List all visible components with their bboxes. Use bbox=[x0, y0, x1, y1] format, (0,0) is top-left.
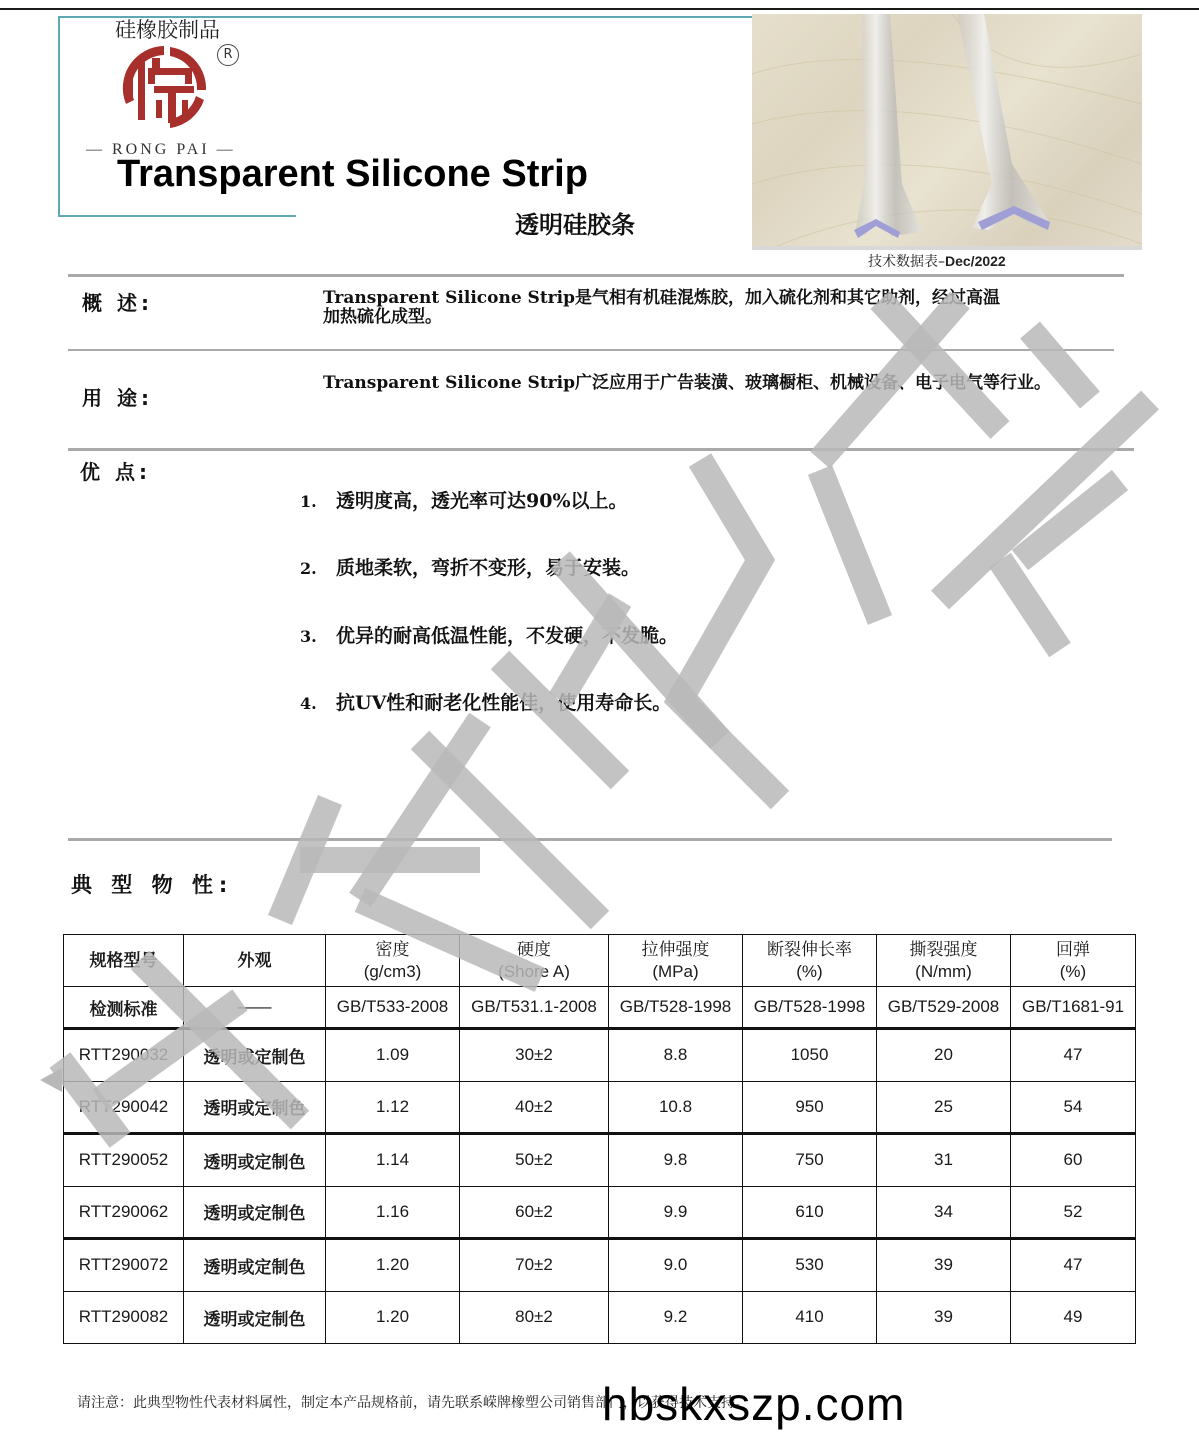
standard-cell: GB/T529-2008 bbox=[877, 987, 1011, 1029]
header-frame-underline bbox=[58, 215, 296, 217]
overview-label: 概 述: bbox=[82, 291, 153, 315]
cell-tensile: 9.8 bbox=[609, 1134, 743, 1187]
item-text: 抗UV性和耐老化性能佳，使用寿命长。 bbox=[336, 692, 672, 714]
cell-hardness: 70±2 bbox=[460, 1239, 609, 1292]
cell-rebound: 47 bbox=[1011, 1239, 1136, 1292]
advantage-item bbox=[300, 553, 640, 580]
overview-line-2: 加热硫化成型。 bbox=[323, 307, 442, 327]
brand-name-en: — RONG PAI — bbox=[86, 141, 236, 158]
cell-tensile: 9.0 bbox=[609, 1239, 743, 1292]
product-title: Transparent Silicone Strip bbox=[117, 153, 588, 195]
cell-appearance: 透明或定制色 bbox=[184, 1081, 326, 1134]
caption-label: 技术数据表– bbox=[868, 254, 945, 270]
cell-appearance: 透明或定制色 bbox=[184, 1029, 326, 1082]
cell-tensile: 8.8 bbox=[609, 1029, 743, 1082]
website-watermark: hbskxszp.com bbox=[602, 1378, 906, 1430]
table-row bbox=[64, 1029, 1136, 1082]
cell-rebound: 49 bbox=[1011, 1291, 1136, 1344]
cell-density: 1.20 bbox=[326, 1291, 460, 1344]
standard-cell: —— bbox=[184, 987, 326, 1029]
item-number: 4. bbox=[300, 694, 317, 713]
cell-elongation: 1050 bbox=[743, 1029, 877, 1082]
cell-elongation: 410 bbox=[743, 1291, 877, 1344]
cell-tear: 25 bbox=[877, 1081, 1011, 1134]
cell-rebound: 60 bbox=[1011, 1134, 1136, 1187]
cell-model: RTT290052 bbox=[64, 1134, 184, 1187]
section-divider bbox=[68, 274, 1124, 277]
cell-model: RTT290082 bbox=[64, 1291, 184, 1344]
table-row bbox=[64, 1134, 1136, 1187]
cell-appearance: 透明或定制色 bbox=[184, 1239, 326, 1292]
cell-appearance: 透明或定制色 bbox=[184, 1186, 326, 1239]
product-photo bbox=[752, 14, 1142, 248]
table-row bbox=[64, 1291, 1136, 1344]
cell-appearance: 透明或定制色 bbox=[184, 1291, 326, 1344]
cell-tear: 39 bbox=[877, 1291, 1011, 1344]
cell-elongation: 530 bbox=[743, 1239, 877, 1292]
silicone-strip-image bbox=[752, 14, 1142, 248]
item-text: 质地柔软，弯折不变形，易于安装。 bbox=[336, 557, 641, 579]
usage-text: Transparent Silicone Strip广泛应用于广告装潢、玻璃橱柜、机械设备、电子电气等行业。 bbox=[323, 373, 1051, 393]
item-text: 透明度高，透光率可达90%以上。 bbox=[336, 490, 628, 512]
caption-date: Dec/2022 bbox=[945, 253, 1006, 269]
usage-label: 用 途: bbox=[82, 386, 153, 410]
cell-hardness: 60±2 bbox=[460, 1186, 609, 1239]
item-number: 1. bbox=[300, 492, 317, 511]
advantage-item bbox=[300, 486, 628, 513]
standard-cell: GB/T1681-91 bbox=[1011, 987, 1136, 1029]
properties-label: 典 型 物 性: bbox=[71, 873, 234, 897]
table-row bbox=[64, 1081, 1136, 1134]
test-standard-row bbox=[64, 987, 1136, 1029]
advantages-label: 优 点: bbox=[80, 460, 151, 484]
advantage-item bbox=[300, 621, 678, 648]
cell-hardness: 40±2 bbox=[460, 1081, 609, 1134]
section-divider bbox=[68, 838, 1112, 841]
cell-tear: 20 bbox=[877, 1029, 1011, 1082]
cell-tensile: 9.2 bbox=[609, 1291, 743, 1344]
cell-density: 1.14 bbox=[326, 1134, 460, 1187]
header-cell: 断裂伸长率 (%) bbox=[743, 935, 877, 987]
cell-elongation: 950 bbox=[743, 1081, 877, 1134]
header-cell: 拉伸强度 (MPa) bbox=[609, 935, 743, 987]
photo-shadow bbox=[752, 246, 1142, 250]
cell-density: 1.16 bbox=[326, 1186, 460, 1239]
properties-table bbox=[63, 934, 1136, 1344]
overview-line-1: Transparent Silicone Strip是气相有机硅混炼胶，加入硫化剂和其它助剂，经过高温 bbox=[323, 288, 1000, 308]
item-number: 2. bbox=[300, 559, 317, 578]
cell-rebound: 54 bbox=[1011, 1081, 1136, 1134]
header-cell: 外观 bbox=[184, 935, 326, 987]
cell-tear: 31 bbox=[877, 1134, 1011, 1187]
registered-trademark-icon: R bbox=[217, 44, 239, 66]
standard-cell: GB/T528-1998 bbox=[743, 987, 877, 1029]
cell-elongation: 750 bbox=[743, 1134, 877, 1187]
datasheet-caption bbox=[868, 251, 1006, 271]
table-header-row bbox=[64, 935, 1136, 987]
header-cell: 密度 (g/cm3) bbox=[326, 935, 460, 987]
cell-density: 1.09 bbox=[326, 1029, 460, 1082]
header-cell: 硬度 (Shore A) bbox=[460, 935, 609, 987]
cell-tear: 39 bbox=[877, 1239, 1011, 1292]
brand-tagline: 硅橡胶制品 bbox=[115, 18, 220, 42]
table-row bbox=[64, 1239, 1136, 1292]
cell-elongation: 610 bbox=[743, 1186, 877, 1239]
cell-rebound: 52 bbox=[1011, 1186, 1136, 1239]
standard-cell: GB/T533-2008 bbox=[326, 987, 460, 1029]
standard-cell: GB/T531.1-2008 bbox=[460, 987, 609, 1029]
footnote: 请注意：此典型物性代表材料属性，制定本产品规格前，请先联系嵘牌橡塑公司销售部门，以获得技术支持。 bbox=[77, 1395, 749, 1411]
top-rule bbox=[0, 8, 1199, 10]
cell-tear: 34 bbox=[877, 1186, 1011, 1239]
cell-hardness: 50±2 bbox=[460, 1134, 609, 1187]
cell-tensile: 10.8 bbox=[609, 1081, 743, 1134]
cell-density: 1.12 bbox=[326, 1081, 460, 1134]
item-number: 3. bbox=[300, 627, 317, 646]
standard-cell: 检测标准 bbox=[64, 987, 184, 1029]
cell-density: 1.20 bbox=[326, 1239, 460, 1292]
advantage-item bbox=[300, 688, 671, 715]
table-row bbox=[64, 1186, 1136, 1239]
cell-appearance: 透明或定制色 bbox=[184, 1134, 326, 1187]
cell-rebound: 47 bbox=[1011, 1029, 1136, 1082]
cell-model: RTT290032 bbox=[64, 1029, 184, 1082]
cell-hardness: 80±2 bbox=[460, 1291, 609, 1344]
standard-cell: GB/T528-1998 bbox=[609, 987, 743, 1029]
section-divider bbox=[68, 349, 1114, 351]
cell-model: RTT290062 bbox=[64, 1186, 184, 1239]
header-cell: 规格型号 bbox=[64, 935, 184, 987]
item-text: 优异的耐高低温性能，不发硬，不发脆。 bbox=[336, 625, 679, 647]
header-cell: 回弹 (%) bbox=[1011, 935, 1136, 987]
cell-model: RTT290072 bbox=[64, 1239, 184, 1292]
product-subtitle: 透明硅胶条 bbox=[515, 211, 635, 239]
section-divider bbox=[68, 448, 1134, 451]
rong-pai-logo-icon bbox=[118, 44, 210, 130]
cell-model: RTT290042 bbox=[64, 1081, 184, 1134]
header-cell: 撕裂强度 (N/mm) bbox=[877, 935, 1011, 987]
cell-tensile: 9.9 bbox=[609, 1186, 743, 1239]
cell-hardness: 30±2 bbox=[460, 1029, 609, 1082]
